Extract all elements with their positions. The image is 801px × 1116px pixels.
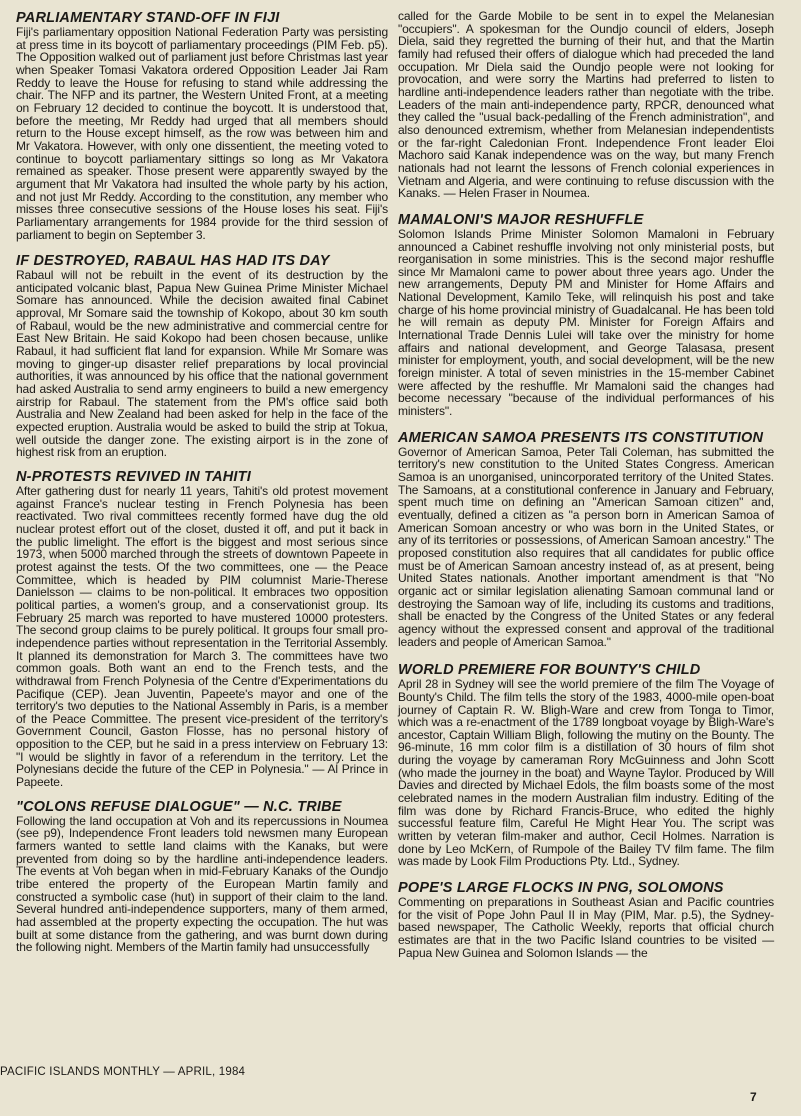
story-rabaul [16,253,388,459]
article-text: Governor of American Samoa, Peter Tali Coleman, has submitted the territory's new constitution to the United States Congress. American Samoa is an unorganised, unincorporated territory of the United States. The Samoans, at a constitutional conference in January and February, spent much time on defining an "American Samoan citizen" and, eventually, defined a citizen as "a person born in American Samoa of American Somoan ancestry or who was born in the United States, or any of its territories or possessions, of American Samoan ancestry." The proposed constitution also requires that all candidates for public office must be of American Samoan ancestry instead of, as at present, being United States nationals. Another important amendment is that "No organic act or similar legislation alienating Samoan communal land or destroying the Samoan way of life, including its customs and traditions, shall be enacted by the Congress of the United States or any federal agency without the expressed consent and approval of the traditional leaders and people of American Samoa." [398,444,774,649]
article-text: After gathering dust for nearly 11 years, Tahiti's old protest movement against France's nuclear testing in French Polynesia has been reactivated. Two rival committees recently formed have dug the old nuclear protest effort out of the closet, dusted it off, and put it back in the public limelight. The effort is the biggest and most serious since 1973, when 5000 marched through the streets of downtown Papeete in protest against the tests. Of the two committees, one — the Peace Committee, which is headed by PIM columnist Marie-Therese Danielsson — claims to be non-political. It embraces two opposition political parties, a women's group, and a conservationist group. Its February 25 march was reported to have mustered 10000 protesters. The second group claims to be purely political. It groups four small pro-independence parties without representation in the Territorial Assembly. It planned its demonstration for March 3. The committees have two common goals. Both want an end to the French tests, and the withdrawal from French Polynesia of the Centre d'Experimentations du Pacifique (CEP). Jean Juventin, Papeete's mayor and one of the territory's two deputies to the National Assembly in Paris, is a member of the Peace Committee. The present vice-president of the territory's Government Council, Gaston Flosse, has no personal history of opposition to the CEP, but he said in a press interview on February 13: "I would be slightly in favor of a referendum in the territory. Let the Polynesians decide the future of the CEP in Polynesia." — Al Prince in Papeete. [16,484,388,790]
story-american-samoa [398,430,774,649]
right-column [398,10,774,967]
article-text: Rabaul will not be rebuilt in the event of its destruction by the anticipated volcanic blast, Papua New Guinea Prime Minister Michael Somare has announced. While the decision awaited final Cabinet approval, Mr Somare said the township of Kokopo, about 30 km south of Rabaul, would be the new administrative and commercial centre for East New Britain. He said Kokopo had been chosen because, unlike Rabaul, it had sufficient flat land for expansion. While Mr Somare was moving to ginger-up disaster relief preparations by local provincial authorities, it was announced by his office that the national government had asked Australia to send army engineers to build a new emergency airstrip for Rabaul. The statement from the PM's office said both Australia and New Zealand had been asked for help in the face of the expected eruption. Australia would be asked to build the strip at Tokua, well outside the danger zone. The existing airport is in the zone of highest risk from an eruption. [16,268,388,460]
article-text: Following the land occupation at Voh and its repercussions in Noumea (see p9), Independence Front leaders told newsmen many European farmers wanted to settle land claims with the Kanaks, but were prevented from doing so by the hardline anti-independence leaders. The events at Voh began when in mid-February Kanaks of the Oundjo tribe entered the property of the European Martin family and constructed a symbolic case (hut) in support of their claim to the land. Several hundred anti-independence supporters, many of them armed, had assembled at the property expecting the occupation. The hut was built at some distance from the gathering, and was burnt down during the following night. Members of the Martin family had unsuccessfully [16,813,388,955]
story-tahiti-protests [16,469,388,789]
headline: AMERICAN SAMOA PRESENTS ITS CONSTITUTION [398,429,764,446]
headline: "COLONS REFUSE DIALOGUE" — N.C. TRIBE [16,798,342,815]
story-nc-tribe-continued [398,10,774,200]
headline: PARLIAMENTARY STAND-OFF IN FIJI [16,10,280,26]
story-nc-tribe [16,799,388,954]
page-number: 7 [750,1090,757,1104]
story-mamaloni-reshuffle [398,212,774,418]
article-text: Commenting on preparations in Southeast Asian and Pacific countries for the visit of Pope John Paul II in May (PIM, Mar. p.5), the Sydney-based newspaper, The Catholic Weekly, reports that official church estimates are that in the two Pacific Island countries to be visited — Papua New Guinea and Solomon Islands — the [398,895,774,960]
headline: POPE'S LARGE FLOCKS IN PNG, SOLOMONS [398,880,724,897]
article-text: called for the Garde Mobile to be sent in to expel the Melanesian "occupiers". A spokesman for the Oundjo council of elders, Joseph Diela, said they regretted the burning of their hut, and that the Martin family had refused their offers of dialogue which had preceded the land occupation. Mr Diela said the Oundjo people were not looking for provocation, and were sorry the Martins had preferred to listen to hardline anti-independence leaders rather than negotiate with the tribe. Leaders of the main anti-independence party, RPCR, denounced what they called the "usual back-pedalling of the French administration", and also denounced extremism, whether from Melanesian independentists or the far-right Caledonian Front. Independence Front leader Eloi Machoro said Kanak independence was on the way, but many French nationals had not learnt the lessons of French colonial experiences in Vietnam and Algeria, and were continuing to refuse discussion with the Kanaks. — Helen Fraser in Noumea. [398,9,774,201]
headline: IF DESTROYED, RABAUL HAS HAD ITS DAY [16,253,330,270]
story-bountys-child [398,662,774,868]
story-pope-visit [398,880,774,959]
left-column [16,10,388,962]
headline: N-PROTESTS REVIVED IN TAHITI [16,469,251,485]
article-text: Solomon Islands Prime Minister Solomon Mamaloni in February announced a Cabinet reshuffle involving not only ministerial posts, but reorganisation in some ministries. This is the second major reshuffle since Mr Mamaloni came to power about three years ago. Under the new arrangements, Deputy PM and Minister for Home Affairs and National Development, Kamilo Teke, will relinquish his post and take charge of his home provincial ministry of Guadalcanal. He has been told he will remain as deputy PM. Minister for Foreign Affairs and International Trade Dennis Lulei will take over the ministry for home affairs and national development, and George Talasasa, present minister for employment, youth, and social development, will be the new foreign minister. A total of seven ministries in the 15-member Cabinet were affected by the reshuffle. Mr Mamaloni said the changes had become necessary "because of the individual performances of his ministers". [398,226,774,419]
headline: MAMALONI'S MAJOR RESHUFFLE [398,211,644,228]
page-footer: PACIFIC ISLANDS MONTHLY — APRIL, 1984 [0,1066,246,1078]
headline: WORLD PREMIERE FOR BOUNTY'S CHILD [398,662,701,679]
story-fiji-standoff [16,10,388,241]
article-text: Fiji's parliamentary opposition National Federation Party was persisting at press time in its boycott of parliamentary proceedings (PIM Feb. p5). The Opposition walked out of parliament just before Christmas last year when Speaker Tomasi Vakatora ordered Opposition Leader Jai Ram Reddy to leave the House for refusing to stand while addressing the chair. The NFP and its partner, the Western United Front, at a meeting on February 12 decided to continue the boycott. It is understood that, before the meeting, Mr Reddy had urged that all members should return to the House except himself, as the row was between him and Mr Vakatora. However, with only one dissentient, the meeting voted to continue to boycott parliamentary sittings so long as Mr Vakatora remained as speaker. Those present were apparently swayed by the argument that Mr Vakatora had insulted the whole party by his action, and not just Mr Reddy. According to the constitution, any member who misses three consecutive sessions of the House loses his seat. Fiji's Parliamentary arrangements for 1984 provide for the third session of parliament to begin on September 3. [16,25,388,242]
article-text: April 28 in Sydney will see the world premiere of the film The Voyage of Bounty's Child. The film tells the story of the 1983, 4000-mile open-boat journey of Captain R. W. Bligh-Ware and crew from Tonga to Timor, which was a re-enactment of the 1789 longboat voyage by Bligh-Ware's ancestor, Captain William Bligh, following the mutiny on the Bounty. The 96-minute, 16 mm color film is a distillation of 30 hours of film shot during the voyage by cameraman Rory McGuinness and John Scott (who made the journey in the boat) and Wayne Taylor. Produced by Will Davies and directed by Michael Edols, the film boasts some of the most celebrated names in the modern Australian film industry. Editing of the film was done by Richard Francis-Bruce, who edited the highly successful feature film, Careful He Might Hear You. The script was written by veteran film-maker and author, Cecil Holmes. Narration is done by Leo McKern, of Rumpole of the Bailey TV film fame. The film was made by Look Film Productions Pty. Ltd., Sydney. [398,677,774,869]
